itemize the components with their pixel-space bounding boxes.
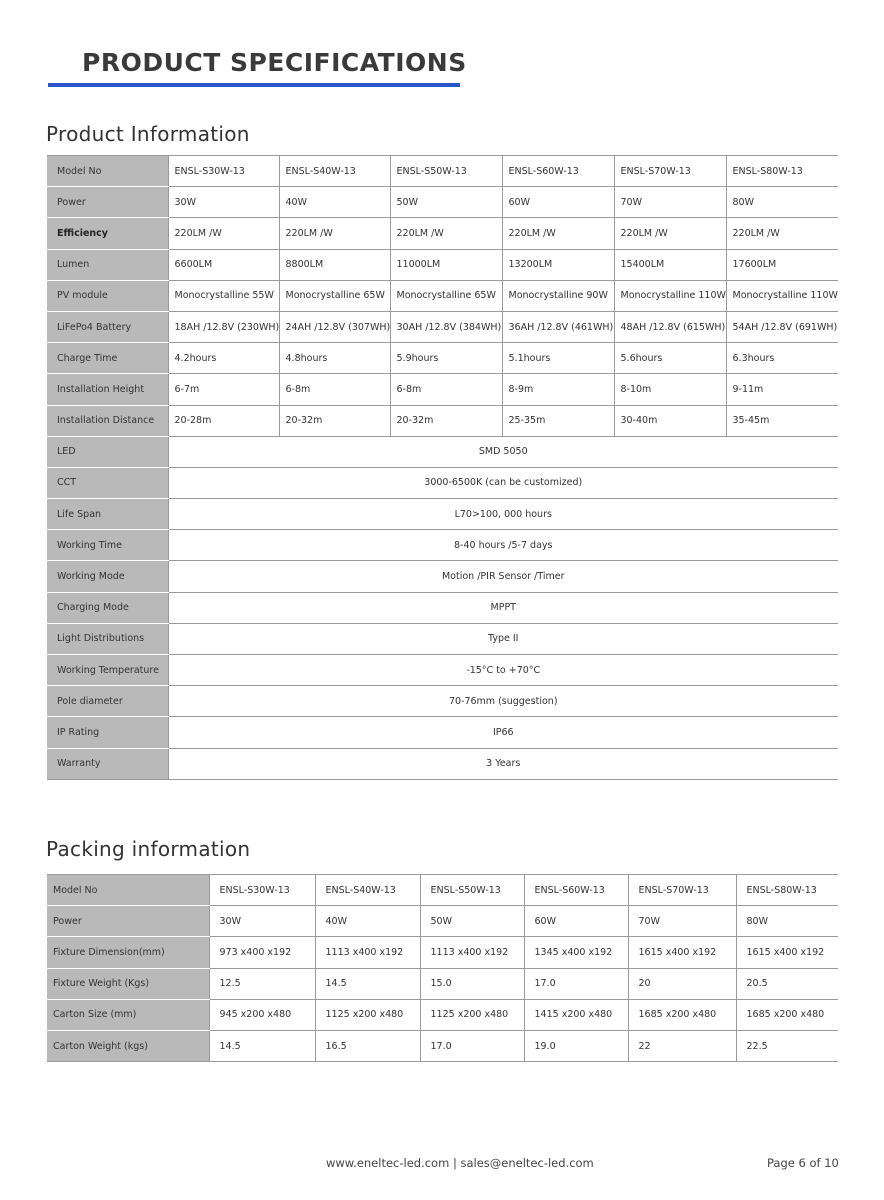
packing-info-cell: 22 [628, 1030, 736, 1061]
product-info-row-label: Life Span [47, 499, 168, 530]
product-info-cell: 6-8m [279, 374, 390, 405]
product-info-cell: 220LM /W [726, 218, 838, 249]
packing-info-row [47, 875, 838, 906]
product-info-cell: 220LM /W [168, 218, 279, 249]
product-info-cell: ENSL-S50W-13 [390, 156, 502, 187]
product-info-row [47, 187, 838, 218]
product-info-cell: 20-32m [390, 405, 502, 436]
packing-info-cell: 945 x200 x480 [209, 999, 315, 1030]
product-info-cell: 6600LM [168, 249, 279, 280]
packing-info-row [47, 937, 838, 968]
packing-info-row-label: Carton Weight (kgs) [47, 1030, 209, 1061]
product-info-cell: 35-45m [726, 405, 838, 436]
packing-info-row-label: Model No [47, 875, 209, 906]
product-info-row [47, 249, 838, 280]
product-info-merged-cell: -15°C to +70°C [168, 655, 838, 686]
product-info-cell: 5.9hours [390, 343, 502, 374]
product-info-row [47, 405, 838, 436]
product-info-merged-cell: SMD 5050 [168, 436, 838, 467]
product-info-row [47, 499, 838, 530]
product-info-cell: 20-32m [279, 405, 390, 436]
product-info-cell: 11000LM [390, 249, 502, 280]
packing-info-row-label: Power [47, 906, 209, 937]
product-info-cell: 5.1hours [502, 343, 614, 374]
packing-info-cell: 20.5 [736, 968, 838, 999]
packing-info-cell: 19.0 [524, 1030, 628, 1061]
packing-info-cell: 1615 x400 x192 [736, 937, 838, 968]
packing-info-cell: 60W [524, 906, 628, 937]
product-info-merged-cell: IP66 [168, 717, 838, 748]
product-info-cell: Monocrystalline 65W [279, 280, 390, 311]
product-info-row-label: Installation Height [47, 374, 168, 405]
product-info-row-label: Working Mode [47, 561, 168, 592]
packing-info-table [47, 874, 838, 1062]
product-info-cell: 30AH /12.8V (384WH) [390, 311, 502, 342]
product-info-row-label: Charging Mode [47, 592, 168, 623]
page-title: PRODUCT SPECIFICATIONS [82, 48, 467, 77]
product-info-cell: 40W [279, 187, 390, 218]
product-info-row-label: CCT [47, 467, 168, 498]
product-info-row [47, 311, 838, 342]
product-info-row-label: Working Time [47, 530, 168, 561]
packing-info-cell: 40W [315, 906, 420, 937]
product-info-row-label: Light Distributions [47, 623, 168, 654]
product-info-merged-cell: Motion /PIR Sensor /Timer [168, 561, 838, 592]
packing-info-cell: 1685 x200 x480 [736, 999, 838, 1030]
packing-info-cell: 1345 x400 x192 [524, 937, 628, 968]
product-info-cell: Monocrystalline 90W [502, 280, 614, 311]
product-info-row-label: Working Temperature [47, 655, 168, 686]
product-info-merged-cell: MPPT [168, 592, 838, 623]
product-info-cell: ENSL-S30W-13 [168, 156, 279, 187]
product-info-cell: 9-11m [726, 374, 838, 405]
packing-info-cell: 22.5 [736, 1030, 838, 1061]
product-info-cell: Monocrystalline 65W [390, 280, 502, 311]
product-info-cell: 70W [614, 187, 726, 218]
product-info-row [47, 686, 838, 717]
product-info-merged-cell: Type II [168, 623, 838, 654]
packing-info-cell: 20 [628, 968, 736, 999]
product-info-row-label: IP Rating [47, 717, 168, 748]
packing-info-row [47, 906, 838, 937]
packing-info-cell: ENSL-S50W-13 [420, 875, 524, 906]
product-info-cell: 17600LM [726, 249, 838, 280]
product-info-cell: 30W [168, 187, 279, 218]
product-info-merged-cell: 3 Years [168, 748, 838, 779]
packing-info-row-label: Carton Size (mm) [47, 999, 209, 1030]
packing-info-cell: ENSL-S30W-13 [209, 875, 315, 906]
packing-info-cell: 1113 x400 x192 [420, 937, 524, 968]
packing-info-cell: ENSL-S70W-13 [628, 875, 736, 906]
product-info-row-label: Model No [47, 156, 168, 187]
packing-info-cell: 70W [628, 906, 736, 937]
product-info-cell: 18AH /12.8V (230WH) [168, 311, 279, 342]
packing-info-cell: 15.0 [420, 968, 524, 999]
product-info-row-label: Pole diameter [47, 686, 168, 717]
packing-info-row [47, 999, 838, 1030]
product-info-cell: 220LM /W [502, 218, 614, 249]
packing-info-cell: ENSL-S80W-13 [736, 875, 838, 906]
packing-info-cell: 30W [209, 906, 315, 937]
footer-contact: www.eneltec-led.com | sales@eneltec-led.com [326, 1156, 594, 1170]
product-info-cell: 50W [390, 187, 502, 218]
product-info-cell: 6-8m [390, 374, 502, 405]
packing-info-cell: 1125 x200 x480 [420, 999, 524, 1030]
product-info-row-label: PV module [47, 280, 168, 311]
packing-info-cell: 17.0 [524, 968, 628, 999]
product-info-merged-cell: L70>100, 000 hours [168, 499, 838, 530]
packing-info-cell: ENSL-S40W-13 [315, 875, 420, 906]
packing-info-cell: 1125 x200 x480 [315, 999, 420, 1030]
packing-info-cell: 973 x400 x192 [209, 937, 315, 968]
product-info-row [47, 717, 838, 748]
product-info-cell: 8-10m [614, 374, 726, 405]
title-underline [48, 83, 460, 87]
packing-info-cell: 14.5 [315, 968, 420, 999]
product-info-row [47, 748, 838, 779]
product-info-cell: 220LM /W [279, 218, 390, 249]
product-info-cell: 15400LM [614, 249, 726, 280]
product-info-row-label: Efficiency [47, 218, 168, 249]
product-info-cell: 8800LM [279, 249, 390, 280]
packing-info-cell: 1415 x200 x480 [524, 999, 628, 1030]
product-info-cell: 25-35m [502, 405, 614, 436]
product-info-cell: 8-9m [502, 374, 614, 405]
product-info-cell: 220LM /W [614, 218, 726, 249]
packing-info-row-label: Fixture Weight (Kgs) [47, 968, 209, 999]
packing-info-cell: 16.5 [315, 1030, 420, 1061]
product-info-merged-cell: 8-40 hours /5-7 days [168, 530, 838, 561]
product-info-cell: Monocrystalline 55W [168, 280, 279, 311]
product-info-cell: 6-7m [168, 374, 279, 405]
product-info-row [47, 655, 838, 686]
product-info-row [47, 623, 838, 654]
product-info-cell: 20-28m [168, 405, 279, 436]
packing-info-cell: 1113 x400 x192 [315, 937, 420, 968]
product-info-table [47, 155, 838, 780]
packing-info-cell: 14.5 [209, 1030, 315, 1061]
packing-info-cell: 1615 x400 x192 [628, 937, 736, 968]
product-info-cell: ENSL-S60W-13 [502, 156, 614, 187]
page-number: Page 6 of 10 [767, 1156, 839, 1170]
packing-info-cell: 50W [420, 906, 524, 937]
packing-info-row [47, 968, 838, 999]
product-info-row [47, 530, 838, 561]
packing-info-heading: Packing information [46, 837, 251, 861]
product-info-cell: 48AH /12.8V (615WH) [614, 311, 726, 342]
product-info-row [47, 436, 838, 467]
product-info-row [47, 156, 838, 187]
packing-info-cell: 17.0 [420, 1030, 524, 1061]
product-info-row [47, 592, 838, 623]
packing-info-row-label: Fixture Dimension(mm) [47, 937, 209, 968]
packing-info-cell: ENSL-S60W-13 [524, 875, 628, 906]
product-info-cell: 6.3hours [726, 343, 838, 374]
product-info-merged-cell: 3000-6500K (can be customized) [168, 467, 838, 498]
product-info-cell: ENSL-S70W-13 [614, 156, 726, 187]
product-info-heading: Product Information [46, 122, 250, 146]
product-info-cell: 24AH /12.8V (307WH) [279, 311, 390, 342]
product-info-cell: Monocrystalline 110W [726, 280, 838, 311]
product-info-row-label: Charge Time [47, 343, 168, 374]
packing-info-cell: 12.5 [209, 968, 315, 999]
product-info-cell: 80W [726, 187, 838, 218]
product-info-row [47, 343, 838, 374]
product-info-cell: 13200LM [502, 249, 614, 280]
packing-info-cell: 1685 x200 x480 [628, 999, 736, 1030]
product-info-row-label: Installation Distance [47, 405, 168, 436]
product-info-row-label: Warranty [47, 748, 168, 779]
product-info-merged-cell: 70-76mm (suggestion) [168, 686, 838, 717]
product-info-cell: 54AH /12.8V (691WH) [726, 311, 838, 342]
packing-info-row [47, 1030, 838, 1061]
product-info-row [47, 561, 838, 592]
product-info-cell: ENSL-S40W-13 [279, 156, 390, 187]
product-info-cell: 220LM /W [390, 218, 502, 249]
packing-info-cell: 80W [736, 906, 838, 937]
product-info-cell: 4.2hours [168, 343, 279, 374]
product-info-row-label: LiFePo4 Battery [47, 311, 168, 342]
product-info-cell: ENSL-S80W-13 [726, 156, 838, 187]
product-info-cell: Monocrystalline 110W [614, 280, 726, 311]
product-info-row-label: LED [47, 436, 168, 467]
product-info-cell: 5.6hours [614, 343, 726, 374]
product-info-row [47, 218, 838, 249]
product-info-row [47, 467, 838, 498]
product-info-row [47, 280, 838, 311]
product-info-row-label: Lumen [47, 249, 168, 280]
product-info-row [47, 374, 838, 405]
product-info-cell: 4.8hours [279, 343, 390, 374]
product-info-cell: 36AH /12.8V (461WH) [502, 311, 614, 342]
product-info-cell: 30-40m [614, 405, 726, 436]
product-info-cell: 60W [502, 187, 614, 218]
product-info-row-label: Power [47, 187, 168, 218]
